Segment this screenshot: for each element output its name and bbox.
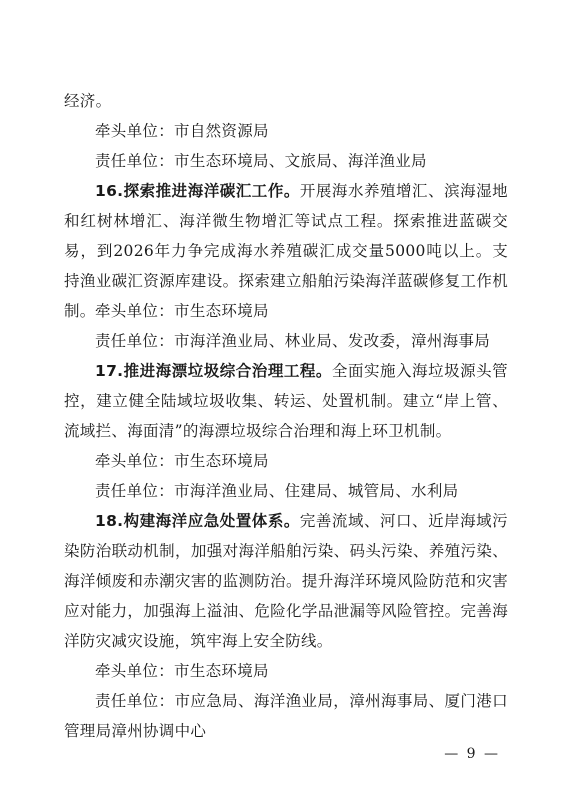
responsible-unit-label: 责任单位： bbox=[95, 332, 175, 350]
responsible-unit-value: 市海洋渔业局、林业局、发改委，漳州海事局 bbox=[174, 332, 491, 350]
item18-lead-unit bbox=[95, 656, 515, 686]
responsible-unit-value: 市海洋渔业局、住建局、城管局、水利局 bbox=[174, 482, 459, 500]
item18-body: 完善流域、河口、近岸海域污染防治联动机制，加强对海洋船舶污染、码头污染、养殖污染、海洋倾废和赤潮灾害的监测防治。提升海洋环境风险防范和灾害应对能力，加强海上溢油、危险化学品泄漏等风险管控。完善海洋防灾减灾设施，筑牢海上安全防线。 bbox=[64, 512, 508, 650]
item17-lead-unit bbox=[95, 446, 515, 476]
responsible-unit-label: 责任单位： bbox=[95, 482, 175, 500]
page-number: — 9 — bbox=[444, 746, 500, 762]
item16-heading: 16.探索推进海洋碳汇工作。 bbox=[95, 182, 300, 200]
continuation-text bbox=[64, 86, 508, 116]
item17-paragraph bbox=[64, 356, 508, 446]
item17-body: 全面实施入海垃圾源头管控，建立健全陆域垃圾收集、转运、处置机制。建立“岸上管、流域拦、海面清”的海漂垃圾综合治理和海上环卫机制。 bbox=[64, 362, 508, 440]
block15-lead-unit bbox=[95, 116, 515, 146]
lead-unit-label: 牵头单位： bbox=[95, 122, 175, 140]
item17-heading: 17.推进海漂垃圾综合治理工程。 bbox=[95, 362, 332, 380]
item18-paragraph bbox=[64, 506, 508, 656]
lead-unit-value: 市生态环境局 bbox=[174, 662, 269, 680]
item16-body: 开展海水养殖增汇、滨海湿地和红树林增汇、海洋微生物增汇等试点工程。探索推进蓝碳交易，到2026年力争完成海水养殖碳汇成交量5000吨以上。支持渔业碳汇资源库建设。探索建立船舶污染海洋蓝碳修复工作机制。 bbox=[64, 182, 508, 320]
item18-heading: 18.构建海洋应急处置体系。 bbox=[95, 512, 300, 530]
item16-lead-unit bbox=[95, 296, 515, 326]
lead-unit-value: 市生态环境局 bbox=[174, 302, 269, 320]
responsible-unit-value: 市生态环境局、文旅局、海洋渔业局 bbox=[174, 152, 427, 170]
continuation-text-content: 经济。 bbox=[64, 92, 112, 110]
lead-unit-label: 牵头单位： bbox=[95, 302, 175, 320]
lead-unit-value: 市自然资源局 bbox=[174, 122, 269, 140]
lead-unit-label: 牵头单位： bbox=[95, 452, 175, 470]
responsible-unit-value: 市应急局、海洋渔业局，漳州海事局、厦门港口管理局漳州协调中心 bbox=[64, 692, 508, 740]
block15-responsible-units bbox=[95, 146, 515, 176]
item17-responsible-units bbox=[95, 476, 515, 506]
lead-unit-value: 市生态环境局 bbox=[174, 452, 269, 470]
item16-responsible-units bbox=[95, 326, 515, 356]
responsible-unit-label: 责任单位： bbox=[95, 152, 175, 170]
item18-responsible-units bbox=[64, 686, 508, 746]
responsible-unit-label: 责任单位： bbox=[95, 692, 175, 710]
lead-unit-label: 牵头单位： bbox=[95, 662, 175, 680]
